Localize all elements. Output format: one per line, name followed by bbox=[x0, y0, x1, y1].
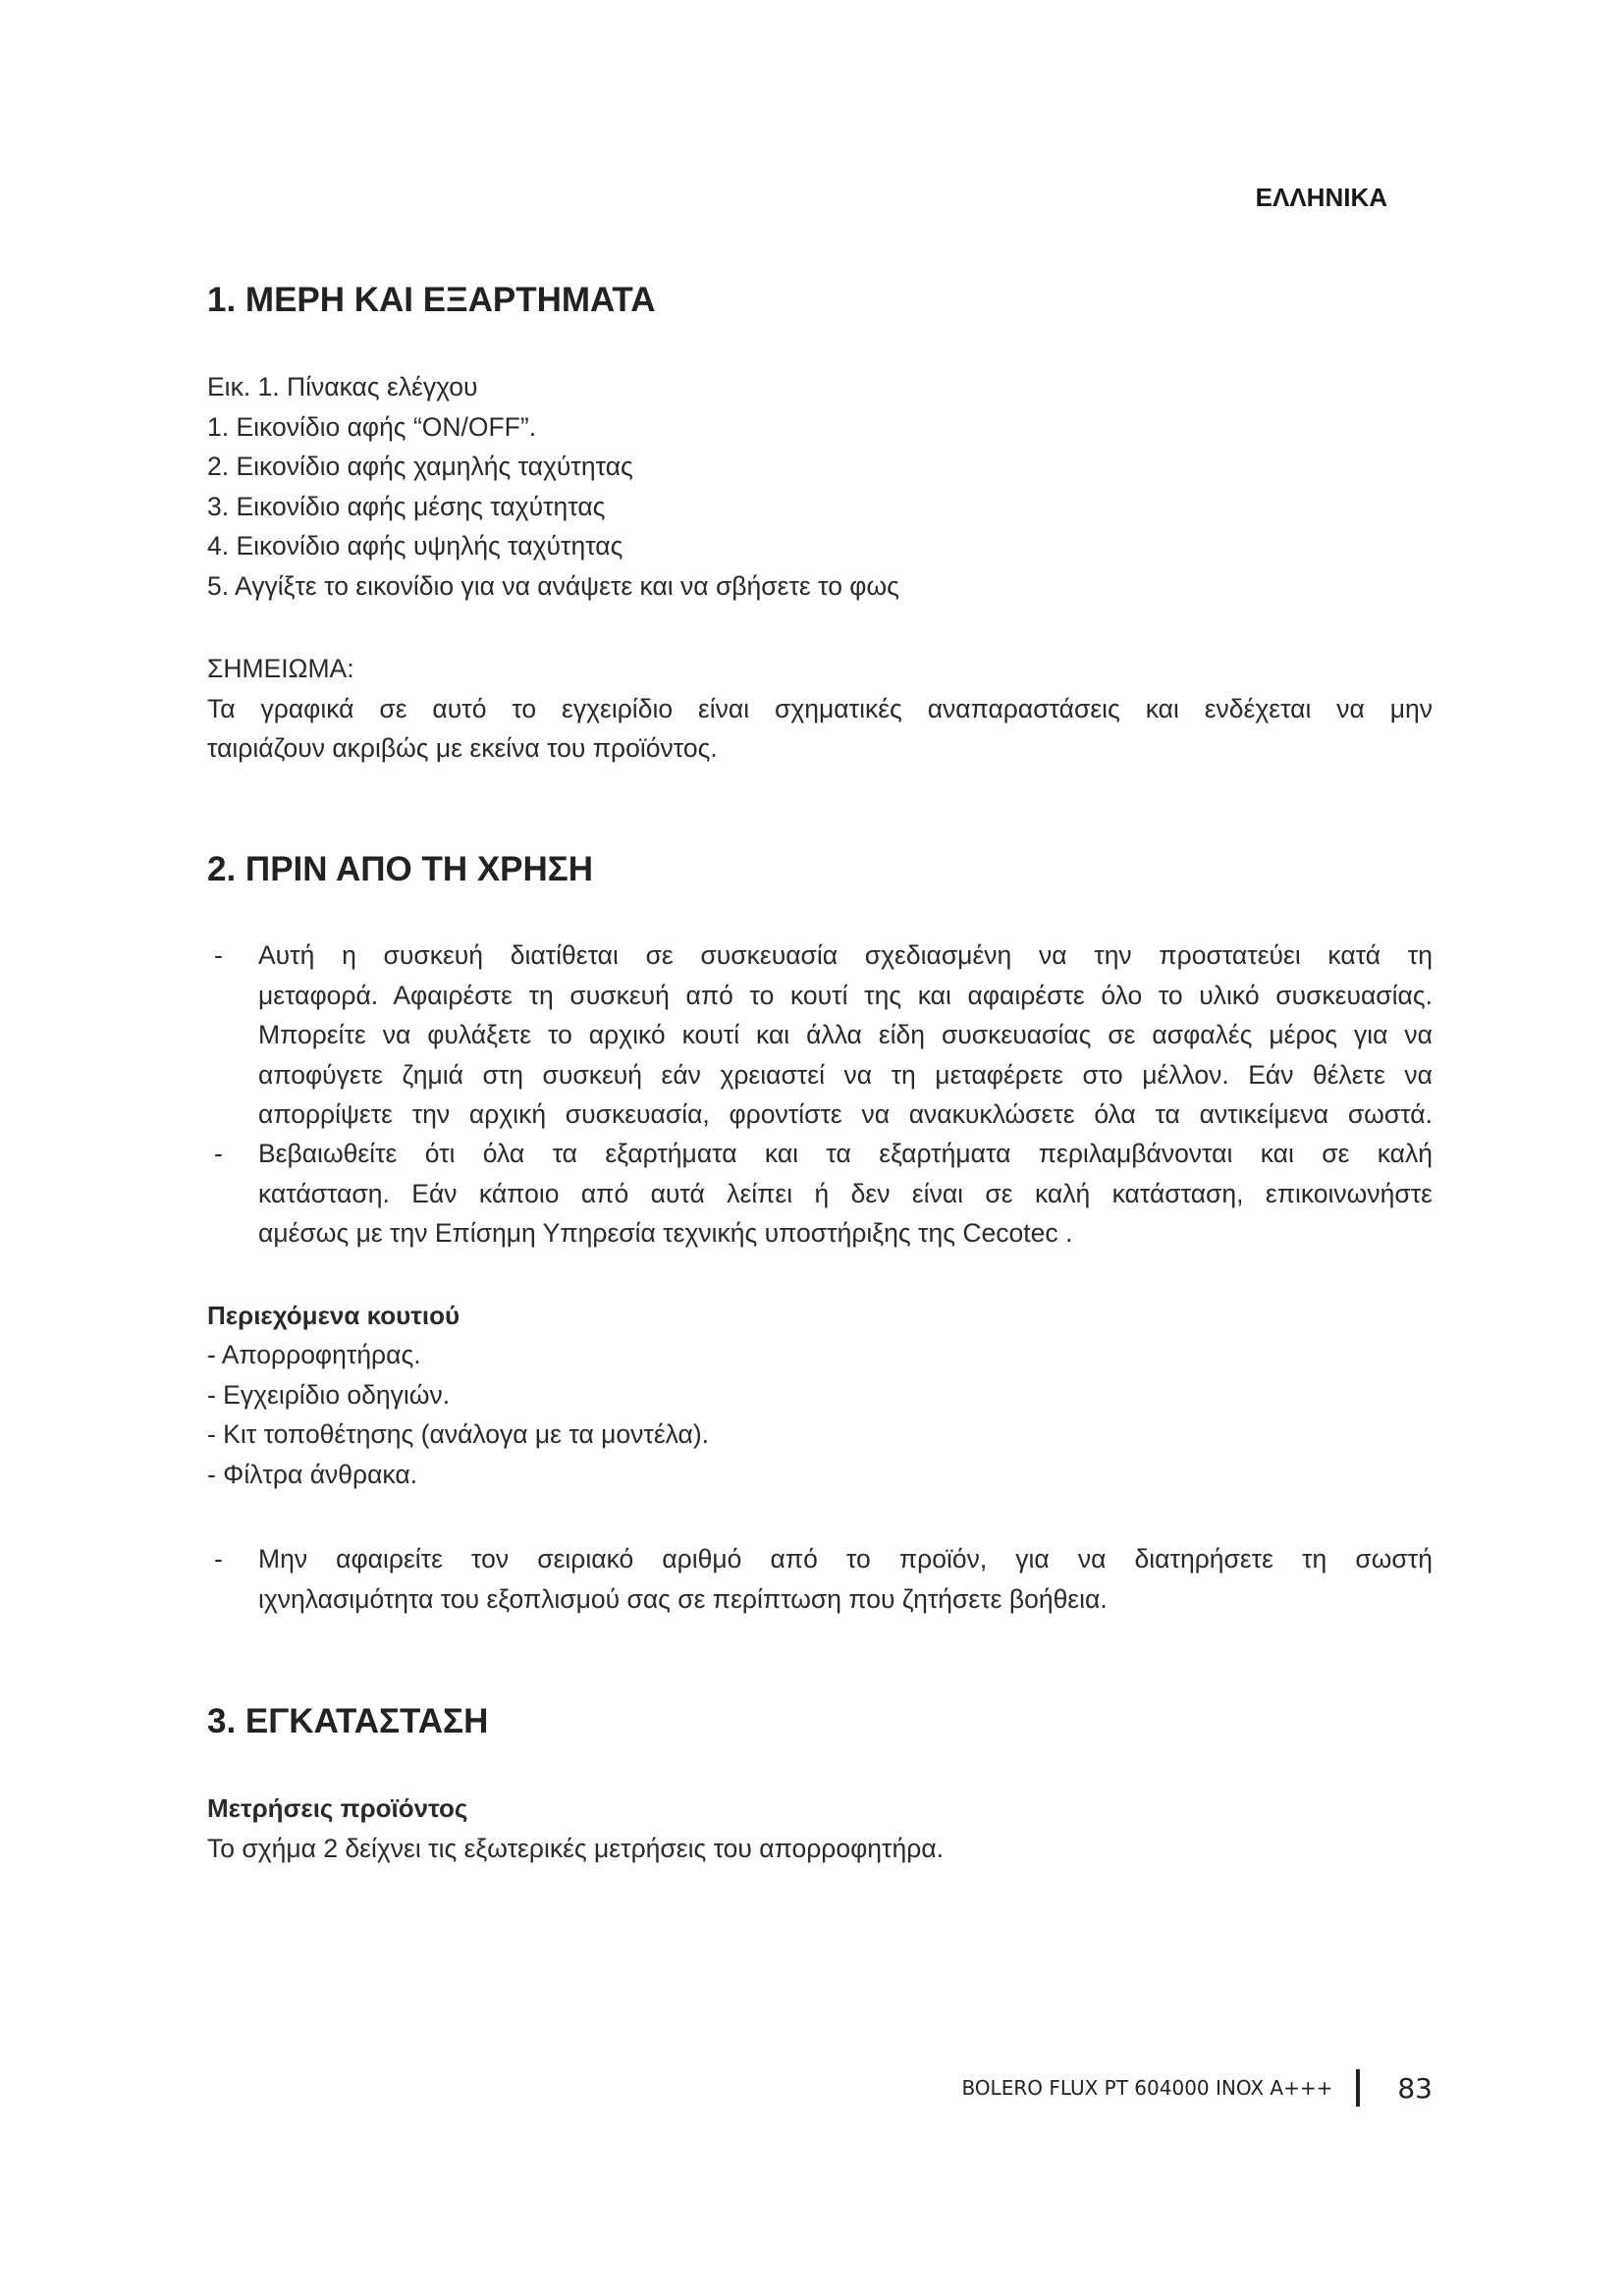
bullet-line: Αυτή η συσκευή διατίθεται σε συσκευασία σχεδιασμένη να την προστατεύει κατά τη bbox=[258, 940, 1433, 970]
box-contents-title: Περιεχόμενα κουτιού bbox=[207, 1301, 460, 1330]
box-contents-list bbox=[207, 1335, 1433, 1494]
product-measurements-title: Μετρήσεις προϊόντος bbox=[207, 1793, 468, 1823]
bullet-line: κατάσταση. Εάν κάποιο από αυτά λείπει ή δεν είναι σε καλή κατάσταση, επικοινωνήστε bbox=[258, 1178, 1433, 1208]
section-2-title: 2. ΠΡΙΝ ΑΠΟ ΤΗ ΧΡΗΣΗ bbox=[207, 850, 594, 888]
bullet-line: απορρίψετε την αρχική συσκευασία, φροντίστε να ανακυκλώσετε όλα τα αντικείμενα σωστά. bbox=[258, 1099, 1433, 1129]
list-item: 4. Εικονίδιο αφής υψηλής ταχύτητας bbox=[207, 531, 623, 561]
note-line: Τα γραφικά σε αυτό το εγχειρίδιο είναι σχηματικές αναπαραστάσεις και ενδέχεται να μην bbox=[207, 693, 1433, 723]
list-item: 3. Εικονίδιο αφής μέσης ταχύτητας bbox=[207, 491, 606, 521]
page-footer bbox=[961, 2069, 1433, 2107]
language-label: ΕΛΛΗΝΙΚΑ bbox=[1255, 183, 1387, 212]
list-item: - Φίλτρα άνθρακα. bbox=[207, 1459, 418, 1489]
list-item: - Εγχειρίδιο οδηγιών. bbox=[207, 1379, 451, 1410]
model-name: BOLERO FLUX PT 604000 INOX A+++ bbox=[961, 2076, 1333, 2100]
note bbox=[207, 649, 1433, 769]
bullet-serial-number bbox=[214, 1539, 1433, 1628]
bullet-line: Μπορείτε να φυλάξετε το αρχικό κουτί και άλλα είδη συσκευασίας σε ασφαλές μέρος για να bbox=[258, 1020, 1433, 1049]
bullet-line: αμέσως με την Επίσημη Υπηρεσία τεχνικής υποστήριξης της Cecotec . bbox=[258, 1218, 1073, 1248]
bullet-line: ιχνηλασιμότητα του εξοπλισμού σας σε περίπτωση που ζητήσετε βοήθεια. bbox=[258, 1583, 1108, 1614]
bullet-line: αποφύγετε ζημιά στη συσκευή εάν χρειαστεί να τη μεταφέρετε στο μέλλον. Εάν θέλετε να bbox=[258, 1059, 1433, 1090]
bullet-dash: - bbox=[214, 940, 223, 970]
list-item: 5. Αγγίξτε το εικονίδιο για να ανάψετε και να σβήσετε το φως bbox=[207, 570, 899, 601]
bullet-line: Μην αφαιρείτε τον σειριακό αριθμό από το προϊόν, για να διατηρήσετε τη σωστή bbox=[258, 1544, 1433, 1574]
list-item: - Κιτ τοποθέτησης (ανάλογα με τα μοντέλα). bbox=[207, 1419, 710, 1449]
list-item: - Απορροφητήρας. bbox=[207, 1340, 421, 1369]
note-line: ταιριάζουν ακριβώς με εκείνα του προϊόντος. bbox=[207, 733, 718, 763]
product-measurements-text: Το σχήμα 2 δείχνει τις εξωτερικές μετρήσεις του απορροφητήρα. bbox=[207, 1834, 945, 1863]
list-item: 1. Εικονίδιο αφής “ON/OFF”. bbox=[207, 411, 537, 442]
footer-divider bbox=[1356, 2069, 1360, 2107]
section-3-title: 3. ΕΓΚΑΤΑΣΤΑΣΗ bbox=[207, 1702, 489, 1740]
bullet-line: μεταφορά. Αφαιρέστε τη συσκευή από το κουτί της και αφαιρέστε όλο το υλικό συσκευασίας. bbox=[258, 980, 1433, 1010]
bullet-dash: - bbox=[214, 1139, 223, 1168]
figure-caption: Εικ. 1. Πίνακας ελέγχου bbox=[207, 372, 478, 401]
parts-list bbox=[207, 367, 1433, 606]
bullet-dash: - bbox=[214, 1544, 223, 1574]
bullet-check-parts bbox=[214, 1134, 1433, 1261]
page-number: 83 bbox=[1397, 2071, 1433, 2105]
list-item: 2. Εικονίδιο αφής χαμηλής ταχύτητας bbox=[207, 452, 633, 481]
section-1-title: 1. ΜΕΡΗ ΚΑΙ ΕΞΑΡΤΗΜΑΤΑ bbox=[207, 281, 656, 319]
bullet-line: Βεβαιωθείτε ότι όλα τα εξαρτήματα και τα εξαρτήματα περιλαμβάνονται και σε καλή bbox=[258, 1139, 1433, 1168]
bullet-packaging bbox=[214, 935, 1433, 1142]
note-label: ΣΗΜΕΙΩΜΑ: bbox=[207, 654, 354, 683]
